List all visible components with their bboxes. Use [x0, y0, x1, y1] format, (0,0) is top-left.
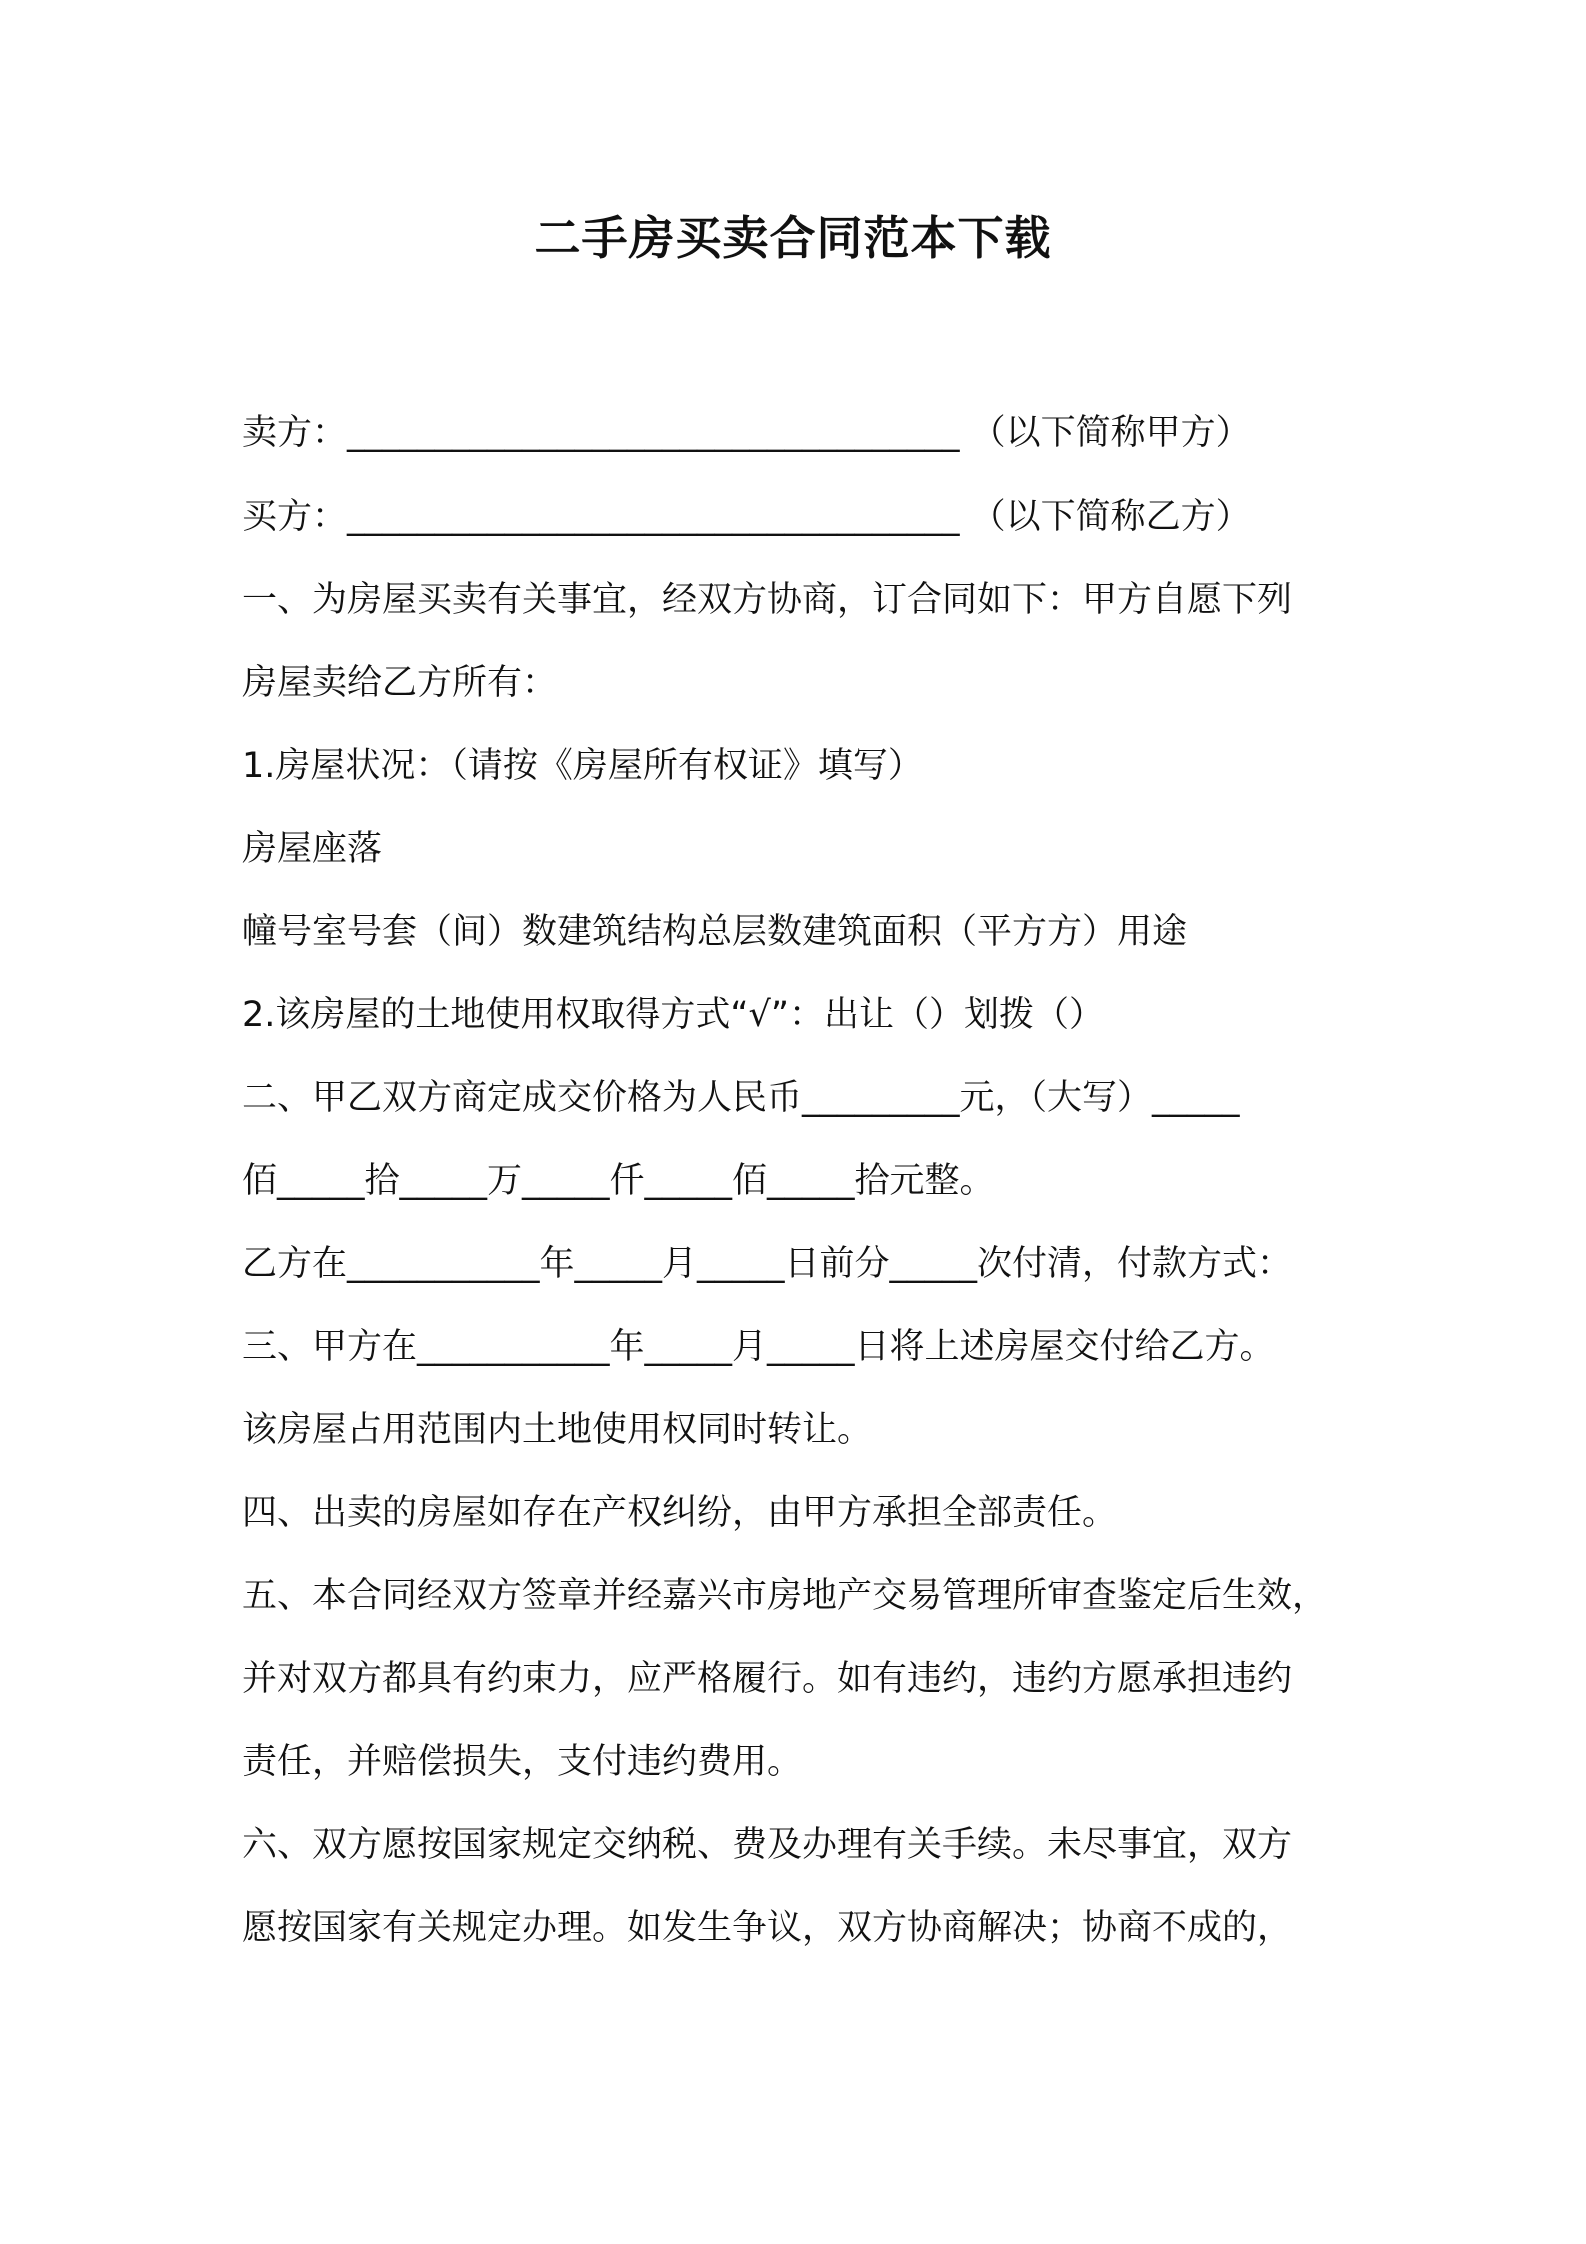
payment-line: 乙方在___________年_____月_____日前分_____次付清，付款方式： [242, 1244, 1293, 1284]
clause-2-line-1: 二、甲乙双方商定成交价格为人民币_________元，（大写）_____ [242, 1078, 1240, 1118]
clause-6-line-2: 愿按国家有关规定办理。如发生争议，双方协商解决；协商不成的， [242, 1908, 1293, 1948]
clause-1-line-1: 一、为房屋买卖有关事宜，经双方协商，订合同如下：甲方自愿下列 [242, 580, 1293, 620]
clause-5-line-1: 五、本合同经双方签章并经嘉兴市房地产交易管理所审查鉴定后生效， [242, 1576, 1328, 1616]
clause-5-line-3: 责任，并赔偿损失，支付违约费用。 [242, 1742, 803, 1782]
clause-1-line-2: 房屋卖给乙方所有： [242, 663, 558, 703]
clause-2-line-2: 佰_____拾_____万_____仟_____佰_____拾元整。 [242, 1161, 995, 1201]
house-status-line: 1.房屋状况：（请按《房屋所有权证》填写） [242, 746, 923, 786]
seller-line: 卖方：___________________________________ （以下简称甲方） [242, 413, 1251, 453]
clause-3-line-1: 三、甲方在___________年_____月_____日将上述房屋交付给乙方。 [242, 1327, 1275, 1367]
clause-5-line-2: 并对双方都具有约束力，应严格履行。如有违约，违约方愿承担违约 [242, 1659, 1293, 1699]
land-right-line: 2.该房屋的土地使用权取得方式“√”：出让（）划拨（） [242, 995, 1104, 1035]
clause-6-line-1: 六、双方愿按国家规定交纳税、费及办理有关手续。未尽事宜，双方 [242, 1825, 1293, 1865]
house-location-line: 房屋座落 [242, 829, 383, 869]
clause-3-line-2: 该房屋占用范围内土地使用权同时转让。 [242, 1410, 873, 1450]
house-details-line: 幢号室号套（间）数建筑结构总层数建筑面积（平方方）用途 [242, 912, 1188, 952]
clause-4-line: 四、出卖的房屋如存在产权纠纷，由甲方承担全部责任。 [242, 1493, 1118, 1533]
document-title: 二手房买卖合同范本下载 [534, 211, 1052, 265]
buyer-line: 买方：___________________________________ （以下简称乙方） [242, 497, 1251, 537]
